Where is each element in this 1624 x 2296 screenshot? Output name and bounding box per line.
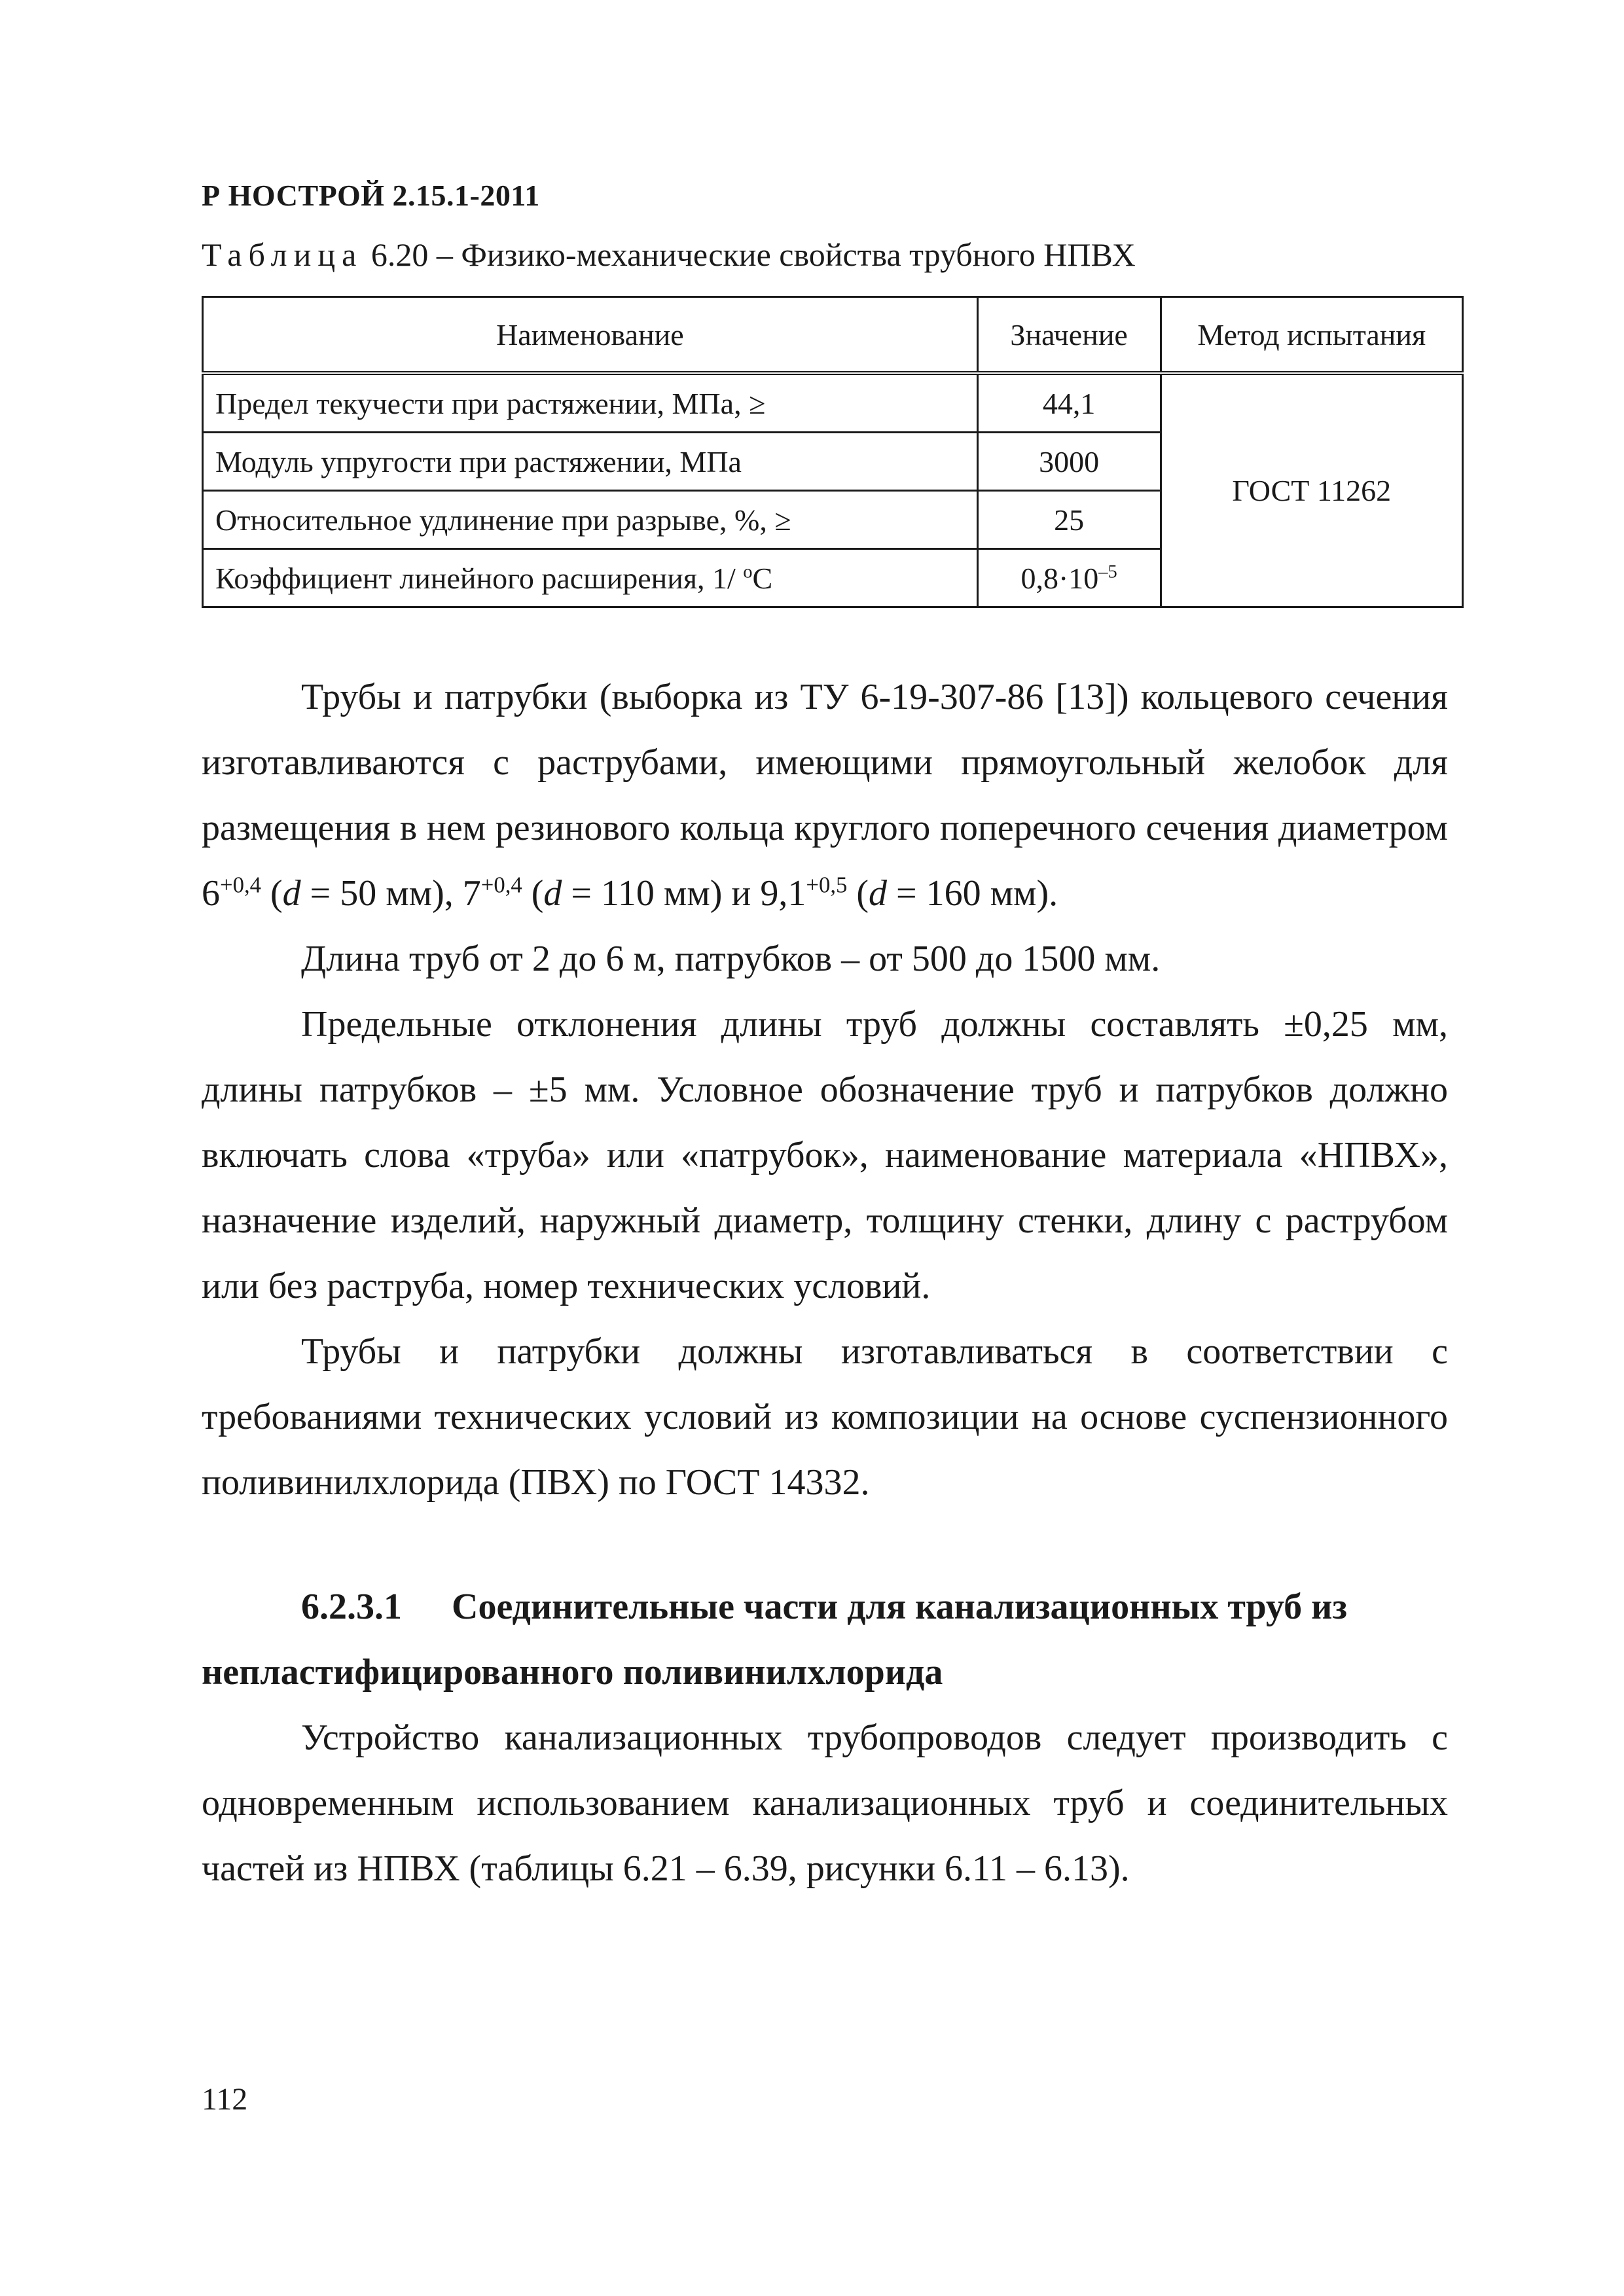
- diameter-symbol: d: [869, 873, 888, 914]
- paragraph-length: Длина труб от 2 до 6 м, патрубков – от 500 до 1500 мм.: [301, 939, 1161, 979]
- paragraph-text: (: [847, 873, 869, 914]
- paragraph-tolerances: Предельные отклонения длины труб должны составлять ±0,25 мм, длины патрубков – ±5 мм. Условное обозначение труб и патрубков должно включать слова «труба» или «патрубок», наименование материала «НПВХ», назначение изделий, наружный диаметр, толщину стенки, длину с раструбом или без раструба, номер технических условий.: [202, 1004, 1448, 1306]
- column-header-name: Наименование: [203, 297, 978, 374]
- value-exponent: –5: [1098, 562, 1117, 583]
- table-caption-text: 6.20 – Физико-механические свойства трубного НПВХ: [370, 236, 1136, 273]
- value-base: 0,8·10: [1020, 561, 1099, 595]
- diameter-symbol: d: [543, 873, 562, 914]
- row-value: 3000: [977, 433, 1161, 491]
- paragraph-text: = 50 мм), 7: [300, 873, 481, 914]
- row-value: [977, 549, 1161, 607]
- paragraph-text: = 160 мм).: [887, 873, 1058, 914]
- section-heading: [202, 1574, 1448, 1705]
- paragraph-text: = 110 мм) и 9,1: [562, 873, 806, 914]
- row-value: 44,1: [977, 373, 1161, 433]
- properties-table: [202, 296, 1464, 608]
- row-name-unit: С: [752, 561, 773, 595]
- test-method-cell: ГОСТ 11262: [1161, 373, 1462, 607]
- section-title: Соединительные части для канализационных труб из непластифицированного поливинилхлорида: [202, 1587, 1347, 1693]
- paragraph-text: (: [522, 873, 544, 914]
- row-value: 25: [977, 491, 1161, 549]
- degree-superscript: o: [743, 562, 753, 583]
- row-name: Предел текучести при растяжении, МПа, ≥: [203, 373, 978, 433]
- tolerance-superscript: +0,4: [220, 872, 261, 898]
- row-name-text: Коэффициент линейного расширения, 1/: [215, 561, 744, 595]
- column-header-value: Значение: [977, 297, 1161, 374]
- row-name: Относительное удлинение при разрыве, %, ≥: [203, 491, 978, 549]
- table-row: [203, 373, 1463, 433]
- paragraph-installation: Устройство канализационных трубопроводов следует производить с одновременным использованием канализационных труб и соединительных частей из НПВХ (таблицы 6.21 – 6.39, рисунки 6.11 – 6.13).: [202, 1717, 1448, 1889]
- paragraph-pipes: [202, 664, 1448, 926]
- document-code: Р НОСТРОЙ 2.15.1-2011: [202, 179, 540, 212]
- paragraph-text: Трубы и патрубки (выборка из ТУ 6-19-307-86 [13]) кольцевого сечения изготавливаются с раструбами, имеющими прямоугольный желобок для размещения в нем резинового кольца круглого поперечного сечения диаметром 6: [202, 677, 1448, 914]
- column-header-method: Метод испытания: [1161, 297, 1462, 374]
- page-number: 112: [202, 2082, 248, 2117]
- tolerance-superscript: +0,4: [480, 872, 522, 898]
- table-header-row: [203, 297, 1463, 374]
- table-caption: [202, 236, 1136, 274]
- paragraph-manufacturing: Трубы и патрубки должны изготавливаться в соответствии с требованиями технических условий из композиции на основе суспензионного поливинилхлорида (ПВХ) по ГОСТ 14332.: [202, 1331, 1448, 1503]
- table-caption-label: Таблица: [202, 236, 363, 273]
- tolerance-superscript: +0,5: [806, 872, 848, 898]
- row-name: Модуль упругости при растяжении, МПа: [203, 433, 978, 491]
- paragraph-text: (: [261, 873, 283, 914]
- row-name: [203, 549, 978, 607]
- section-number: 6.2.3.1: [301, 1587, 402, 1627]
- diameter-symbol: d: [282, 873, 301, 914]
